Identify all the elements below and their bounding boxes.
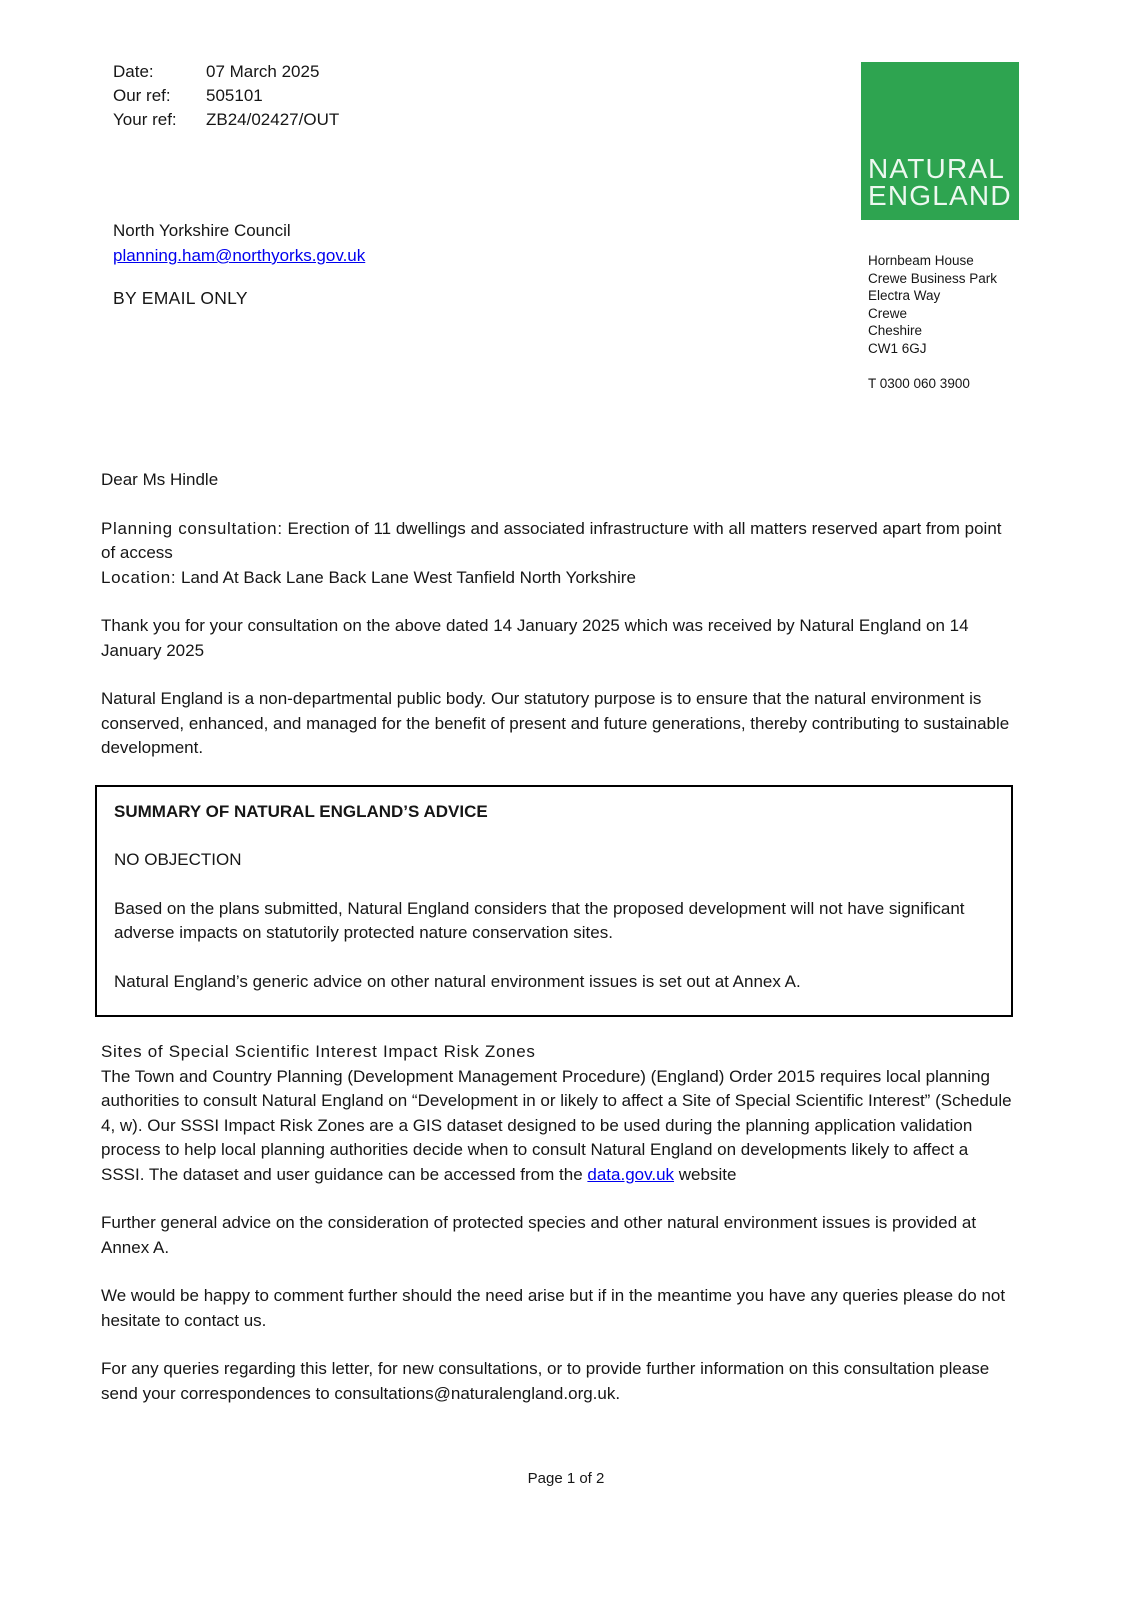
sender-address-line: Cheshire [868,323,923,338]
subject-line-location [101,566,1013,591]
contact-us-paragraph: We would be happy to comment further should the need arise but if in the meantime you have any queries please do not hesitate to contact us. [101,1286,1006,1330]
date-row [113,60,339,84]
sender-address-line: Hornbeam House [868,253,974,268]
letter-body [101,468,1013,1430]
our-ref-value: 505101 [206,86,263,105]
subject-location-text: Land At Back Lane Back Lane West Tanfield North Yorkshire [176,567,636,587]
acknowledgement-paragraph: Thank you for your consultation on the above dated 14 January 2025 which was received by Natural England on 14 January 2025 [101,616,969,660]
natural-england-logo [861,62,1019,220]
further-advice-paragraph: Further general advice on the consideration of protected species and other natural environment issues is provided at Annex A. [101,1213,977,1257]
date-value: 07 March 2025 [206,62,320,81]
date-label: Date: [113,62,154,81]
sender-address-block [868,252,997,393]
sssi-body-text-after: website [674,1164,737,1184]
summary-advice-box [95,785,1013,1018]
purpose-paragraph: Natural England is a non-departmental public body. Our statutory purpose is to ensure that the natural environment is conserved, enhanced, and managed for the benefit of present and future generations, thereby contributing to sustainable development. [101,689,1010,757]
delivery-method-label: BY EMAIL ONLY [113,288,248,308]
sender-address-line: Crewe Business Park [868,270,998,286]
summary-heading: SUMMARY OF NATURAL ENGLAND’S ADVICE [114,801,488,821]
sssi-body-text: The Town and Country Planning (Development Management Procedure) (England) Order 2015 requires local planning authorities to consult Natural England on “Development in or likely to affect a Site of Special Scientific Interest” (Schedule 4, w). Our SSSI Impact Risk Zones are a GIS dataset designed to be used during the planning application validation process to help local planning authorities decide when to consult Natural England on developments likely to affect a SSSI. The dataset and user guidance can be accessed from the [101,1066,1012,1184]
sender-phone: T 0300 060 3900 [868,376,970,391]
summary-paragraph-2: Natural England’s generic advice on other natural environment issues is set out at Annex A. [114,971,801,991]
recipient-email-row [113,243,365,268]
your-ref-value: ZB24/02427/OUT [206,110,340,129]
subject-location-label: Location: [101,567,177,587]
summary-paragraph-1: Based on the plans submitted, Natural England considers that the proposed development will not have significant adverse impacts on statutorily protected nature conservation sites. [114,898,965,942]
subject-consultation-label: Planning consultation: [101,518,283,538]
reference-block [113,60,339,132]
page-number: Page 1 of 2 [527,1470,605,1487]
subject-paragraph [101,517,1013,591]
data-gov-uk-link[interactable]: data.gov.uk [587,1164,675,1184]
salutation: Dear Ms Hindle [101,470,219,489]
your-ref-row [113,108,339,132]
sender-address-line: Electra Way [868,288,941,303]
sender-address-line: Crewe [868,305,908,321]
recipient-name: North Yorkshire Council [113,221,291,240]
subject-line-consultation [101,517,1013,566]
subject-consultation-text: Erection of 11 dwellings and associated infrastructure with all matters reserved apart from point of access [101,518,1002,562]
sssi-heading: Sites of Special Scientific Interest Impact Risk Zones [101,1042,536,1061]
your-ref-label: Your ref: [113,110,177,129]
queries-paragraph: For any queries regarding this letter, for new consultations, or to provide further information on this consultation please send your correspondences to consultations@naturalengland.org.uk. [101,1359,990,1403]
summary-status: NO OBJECTION [114,850,242,869]
sender-address-line: CW1 6GJ [868,340,927,356]
logo-text-line1: NATURAL [868,153,1006,184]
recipient-block [113,218,365,268]
recipient-email-link[interactable]: planning.ham@northyorks.gov.uk [113,246,366,265]
sssi-section [101,1040,1013,1187]
logo-text-line2: ENGLAND [868,180,1012,211]
our-ref-row [113,84,339,108]
our-ref-label: Our ref: [113,86,171,105]
